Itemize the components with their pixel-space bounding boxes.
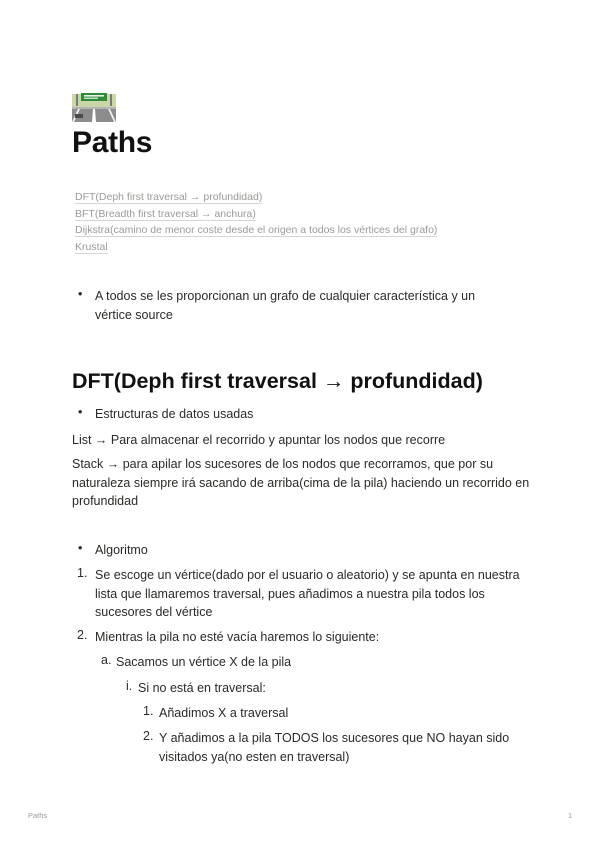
algorithm-substep-a: Sacamos un vértice X de la pila <box>116 655 292 669</box>
toc-link-dijkstra[interactable] <box>75 222 437 239</box>
bullet-marker: • <box>78 287 83 301</box>
algorithm-bullet-text: Algoritmo <box>95 543 148 557</box>
toc-link-label: Dijkstra(camino de menor coste desde el origen a todos los vértices del grafo) <box>75 224 438 237</box>
footer-page-title: Paths <box>28 811 48 820</box>
list-marker: 1. <box>77 566 88 580</box>
motorway-icon <box>72 92 116 122</box>
list-marker: 1. <box>143 704 154 718</box>
footer-page-number: 1 <box>568 811 573 820</box>
toc-link-bft[interactable] <box>75 206 437 223</box>
algorithm-subsub-2: Y añadimos a la pila TODOS los sucesores que NO hayan sido visitados ya(no esten en traversal) <box>159 731 510 764</box>
bullet-marker: • <box>78 405 83 419</box>
section-heading-dft: DFT(Deph first traversal → profundidad) <box>72 369 483 393</box>
list-marker: i. <box>126 679 133 693</box>
toc-link-krustal[interactable] <box>75 239 437 256</box>
list-marker: 2. <box>143 729 154 743</box>
toc-link-label: Krustal <box>75 241 108 254</box>
table-of-contents <box>75 189 437 256</box>
list-marker: 2. <box>77 628 88 642</box>
stack-paragraph: Stack → para apilar los sucesores de los nodos que recorramos, que por su naturaleza siempre irá sacando de arriba(cima de la pila) haciendo un recorrido en profundidad <box>72 457 530 508</box>
algorithm-step-1: Se escoge un vértice(dado por el usuario o aleatorio) y se apunta en nuestra lista que llamaremos traversal, pues añadimos a nuestra pila todos los sucesores del vértice <box>95 568 520 619</box>
bullet-marker: • <box>78 541 83 555</box>
intro-bullet-text: A todos se les proporcionan un grafo de cualquier característica y un vértice source <box>95 289 476 322</box>
toc-link-label: BFT(Breadth first traversal → anchura) <box>75 207 256 220</box>
toc-link-label: DFT(Deph first traversal → profundidad) <box>75 191 263 203</box>
algorithm-step-2: Mientras la pila no esté vacía haremos lo siguiente: <box>95 630 380 644</box>
algorithm-subsub-1: Añadimos X a traversal <box>159 706 289 720</box>
list-marker: a. <box>101 653 112 667</box>
list-paragraph: List → Para almacenar el recorrido y apuntar los nodos que recorre <box>72 433 446 447</box>
structures-bullet-text: Estructuras de datos usadas <box>95 407 254 421</box>
page-title: Paths <box>72 126 153 159</box>
toc-link-dft[interactable] <box>75 189 437 206</box>
algorithm-substep-i: Si no está en traversal: <box>138 681 266 695</box>
